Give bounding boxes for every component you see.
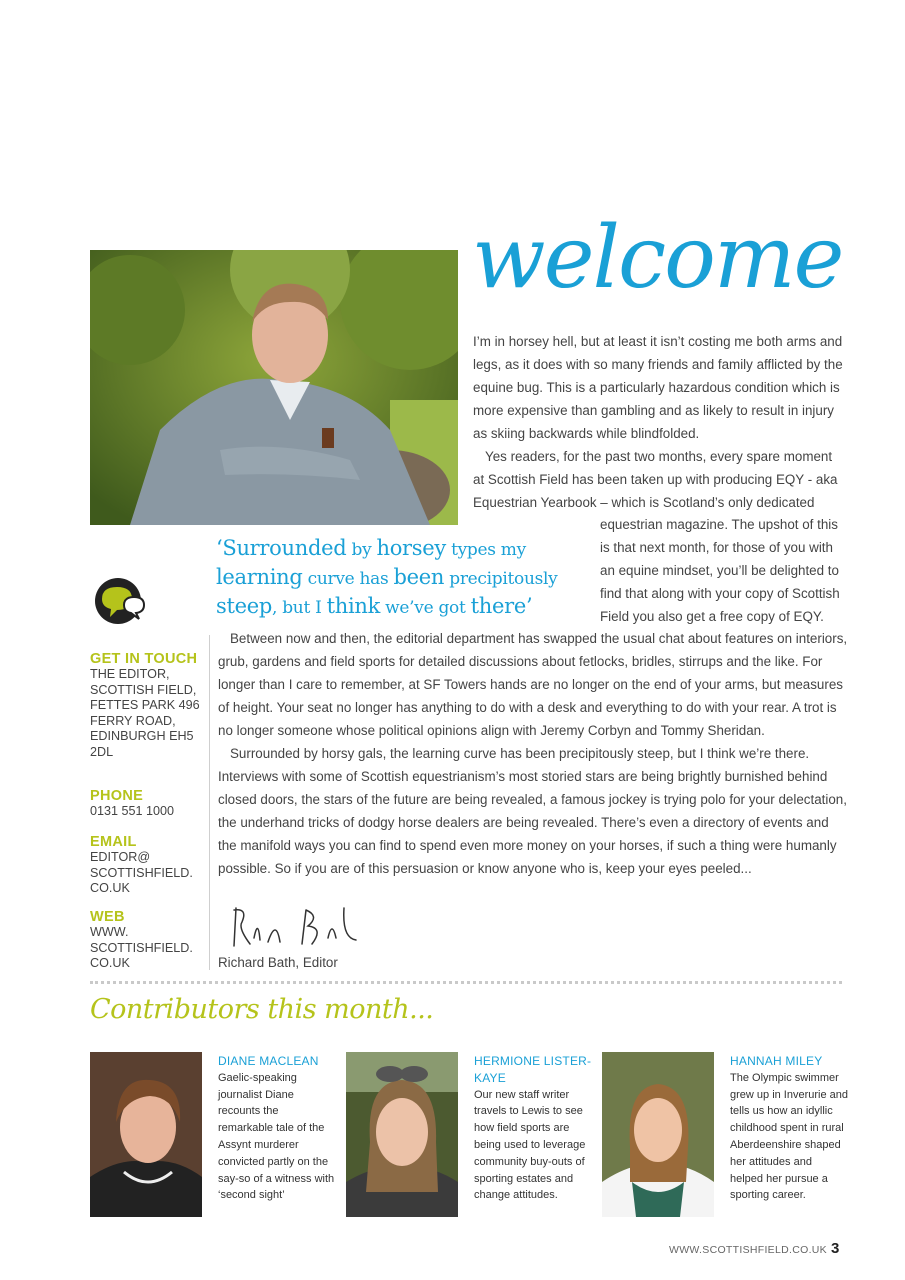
editor-photo	[90, 250, 458, 525]
contact-email	[90, 835, 210, 897]
pull-quote-word: precipitously	[449, 569, 558, 589]
pull-quote-word: learning	[216, 565, 303, 589]
email-heading: EMAIL	[90, 834, 137, 850]
pull-quote-word: there’	[470, 594, 533, 618]
get-in-touch-heading: GET IN TOUCH	[90, 651, 198, 667]
phone-heading: PHONE	[90, 788, 144, 804]
address-text: THE EDITOR, SCOTTISH FIELD, FETTES PARK 496 FERRY ROAD, EDINBURGH EH5 2DL	[90, 667, 200, 759]
contributor-photo	[90, 1052, 202, 1217]
contributor-card	[730, 1053, 848, 1204]
contributors-heading: Contributors this month...	[90, 994, 434, 1025]
body-paragraph-3: Between now and then, the editorial department has swapped the usual chat about features on interiors, grub, gardens and field sports for detailed discussions about fetlocks, bridles, stirrups and the like. For longer than I care to remember, at SF Towers hands are no longer on the end of your arms, but measures of height. Your seat no longer has anything to do with a desk and everything to do with your rear. A trot is no longer someone whose political opinions align with Jeremy Corbyn and Tommy Sheridan.	[218, 631, 848, 738]
body-paragraph-4: Surrounded by horsy gals, the learning curve has been precipitously steep, but I think we’re there. Interviews with some of Scottish equestrianism’s most storied stars are being brightly burnished behind closed doors, the stars of the future are being revealed, a famous jockey is trying polo for your delectation, the underhand tricks of dodgy horse dealers are being revealed. There’s even a directory of events and the manifold ways you can find to spend even more money on your horses, if such a thing were humanly possible. So if you are of this persuasion or know anyone who is, keep your eyes peeled...	[218, 746, 847, 876]
contributor-photo	[602, 1052, 714, 1217]
page-title: welcome	[472, 208, 843, 308]
editor-signature	[228, 898, 378, 958]
email-address: EDITOR@ SCOTTISHFIELD. CO.UK	[90, 850, 193, 895]
intro-paragraph-2: Yes readers, for the past two months, every spare moment at Scottish Field has been taken up with producing EQY - aka Equestrian Yearbook – which is Scotland’s only dedicated	[473, 449, 838, 510]
section-divider	[90, 981, 842, 984]
footer-url: WWW.SCOTTISHFIELD.CO.UK	[669, 1244, 827, 1256]
contact-address	[90, 652, 210, 760]
contributor-name: DIANE MACLEAN	[218, 1054, 319, 1068]
pull-quote-word: steep	[216, 594, 273, 618]
contributor-name: HERMIONE LISTER-KAYE	[474, 1054, 592, 1085]
pull-quote	[216, 535, 586, 622]
web-heading: WEB	[90, 909, 125, 925]
main-column	[218, 627, 848, 880]
pull-quote-word: curve has	[307, 569, 389, 589]
pull-quote-word: been	[393, 565, 445, 589]
pull-quote-word: ‘Surrounded	[216, 536, 347, 560]
contributor-card	[218, 1053, 336, 1204]
page-number: 3	[831, 1240, 840, 1257]
column-divider	[209, 635, 210, 970]
speech-bubble-icon	[90, 577, 148, 627]
pull-quote-word: by	[351, 540, 372, 560]
editor-name: Richard Bath, Editor	[218, 955, 338, 970]
intro-paragraph-1: I’m in horsey hell, but at least it isn’t costing me both arms and legs, as it does with so many friends and family afflicted by the equine bug. This is a particularly hazardous condition which is more expensive than gambling and as likely to result in injury as skiing backwards while blindfolded.	[473, 334, 843, 441]
pull-quote-word: , but I	[272, 598, 322, 618]
contributor-bio: Our new staff writer travels to Lewis to see how field sports are being used to leverage community buy-outs of sporting estates and change attitudes.	[474, 1088, 586, 1202]
contributor-card	[474, 1053, 592, 1204]
contact-phone	[90, 789, 210, 820]
contributor-photo	[346, 1052, 458, 1217]
intro-column	[473, 330, 845, 514]
phone-number: 0131 551 1000	[90, 804, 175, 818]
intro-continuation: equestrian magazine. The upshot of this is that next month, for those of you with an equine mindset, you’ll be delighted to find that along with your copy of Scottish Field you also get a free copy of EQY.	[600, 517, 840, 624]
contact-web	[90, 910, 210, 972]
pull-quote-word: we’ve got	[385, 598, 466, 618]
pull-quote-word: horsey	[376, 536, 446, 560]
contributor-bio: Gaelic-speaking journalist Diane recounts the remarkable tale of the Assynt murderer convicted partly on the say-so of a witness with ‘second sight’	[218, 1071, 335, 1202]
pull-quote-word: think	[326, 594, 381, 618]
pull-quote-word: types my	[451, 540, 526, 560]
contributor-bio: The Olympic swimmer grew up in Inverurie and tells us how an idyllic childhood spent in rural Aberdeenshire shaped her attitudes and helped her pursue a sporting career.	[730, 1071, 849, 1202]
web-address: WWW. SCOTTISHFIELD. CO.UK	[90, 925, 193, 970]
contributor-name: HANNAH MILEY	[730, 1054, 823, 1068]
